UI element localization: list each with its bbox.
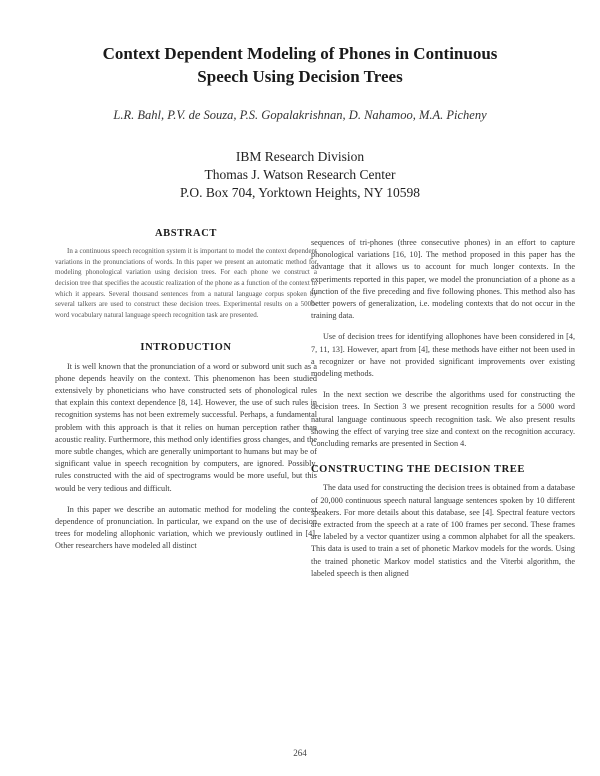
affiliation-line-1: IBM Research Division	[235, 149, 365, 164]
right-paragraph-3: In the next section we describe the algorithms used for constructing the decision trees. In Section 3 we present recognition results for a 5000 word natural language continuous speech recognition task. We also present results showing the effect of varying tree size and context on the recognition accuracy. Concluding remarks are presented in Section 4.	[311, 390, 575, 449]
introduction-paragraph-2: In this paper we describe an automatic method for modeling the context dependence of pronunciation. In particular, we expand on the use of decision trees for modeling allophonic variation, which we previously outlined in [4]. Other researchers have modeled all distinct	[55, 504, 317, 551]
title-line-1: Context Dependent Modeling of Phones in Continuous	[102, 44, 498, 63]
abstract-text: In a continuous speech recognition system it is important to model the context dependent variations in the pronunciations of words. In this paper we present an automatic method for modeling phonological variation using decision trees. For each phone we construct a decision tree that specifies the acoustic realization of the phone as a function of the context in which it appears. Several thousand sentences from a natural language corpus spoken by several talkers are used to construct these decision trees. Experimental results on a 5000-word vocabulary natural language speech recognition task are presented.	[55, 247, 318, 319]
author-list: L.R. Bahl, P.V. de Souza, P.S. Gopalakrishnan, D. Nahamoo, M.A. Picheny	[113, 108, 487, 122]
decision-tree-paragraph: The data used for constructing the decision trees is obtained from a database of 20,000 continuous speech natural language sentences spoken by 10 different speakers. For more details about this database, see [4]. Spectral feature vectors are extracted from the speech at a rate of 100 frames per second. These frames are labeled by a vector quantizer using a common alphabet for all the speakers. This data is used to train a set of phonetic Markov models for the words. Using the trained phonetic Markov model statistics and the Viterbi algorithm, the labeled speech is then aligned	[311, 483, 575, 578]
right-column	[311, 237, 575, 580]
affiliation-block	[0, 148, 600, 202]
page-number: 264	[293, 748, 307, 758]
affiliation-line-3: P.O. Box 704, Yorktown Heights, NY 10598	[180, 185, 420, 200]
right-paragraph-2: Use of decision trees for identifying allophones have been considered in [4, 7, 11, 13]. However, apart from [4], these methods have either not been used in a recognizer or have not provided significant improvements over existing modeling methods.	[311, 332, 575, 379]
introduction-heading: INTRODUCTION	[140, 342, 232, 354]
paper-title	[0, 42, 600, 88]
affiliation-line-2: Thomas J. Watson Research Center	[204, 167, 396, 182]
decision-tree-heading: CONSTRUCTING THE DECISION TREE	[311, 464, 525, 476]
title-line-2: Speech Using Decision Trees	[197, 67, 403, 86]
left-column	[55, 228, 317, 553]
introduction-paragraph-1: It is well known that the pronunciation of a word or subword unit such as a phone depends heavily on the context. This phenomenon has been studied extensively by phoneticians who have constructed sets of phonological rules that explain this context dependence [8, 14]. However, the use of such rules in recognition systems has not been extremely successful. Perhaps, a fundamental problem with this approach is that it relies on human perception rather than acoustic reality. Furthermore, this method only identifies gross changes, and the more subtle changes, which are generally unimportant to humans but may be of significant value in speech recognition by computers, are ignored. Possibly, rules constructed with the aid of spectrograms would be more useful, but this would be very tedious and difficult.	[55, 361, 317, 493]
abstract-heading: ABSTRACT	[155, 228, 217, 239]
right-paragraph-1: sequences of tri-phones (three consecutive phones) in an effort to capture phonological variations [16, 10]. The method proposed in this paper has the advantage that it allows us to account for much longer contexts. In the experiments reported in this paper, we model the pronunciation of a phone as a function of the five preceding and five following phones. This method also has better powers of generalization, i.e. modeling contexts that do not occur in the training data.	[311, 238, 575, 321]
